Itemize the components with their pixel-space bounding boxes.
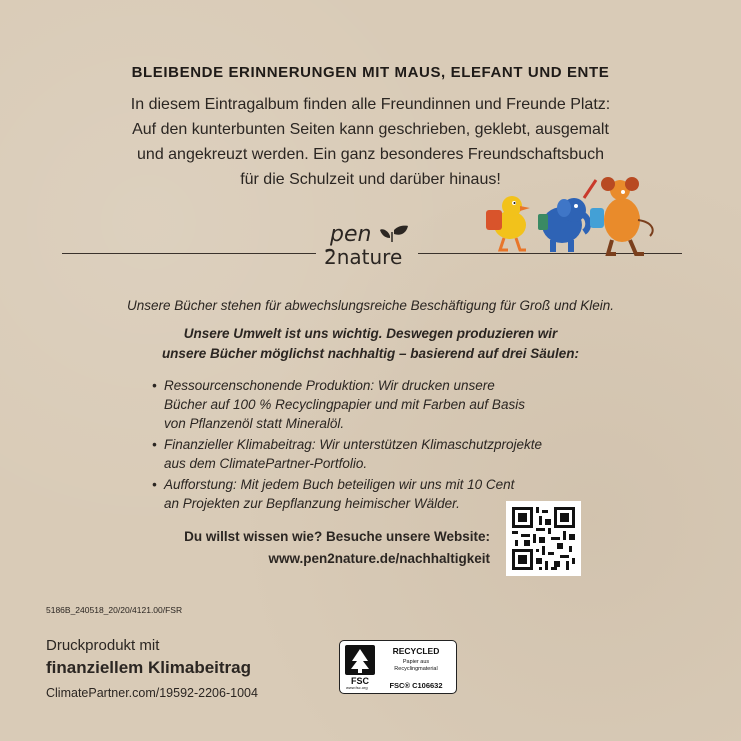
characters-illustration [472,170,662,260]
fsc-tree-icon [345,645,375,689]
fsc-license: FSC® C106632 [389,681,443,690]
list-item [152,435,592,473]
fsc-website: www.fsc.org [346,685,368,690]
intro-line: und angekreuzt werden. Ein ganz besonderes Freundschaftsbuch [137,146,604,163]
headline: BLEIBENDE ERINNERUNGEN MIT MAUS, ELEFANT UND ENTE [131,64,610,81]
fsc-brand: FSC [351,676,369,686]
fsc-recycled-badge [339,640,457,694]
bullet-dot: • [152,378,157,393]
list-item-line: Ressourcenschonende Produktion: Wir drucken unsere [164,378,495,393]
sustainability-pillars-list [152,376,592,515]
logo-text-bottom: 2nature [324,245,403,269]
divider-left [62,253,316,254]
list-item [152,376,592,433]
climate-label [46,636,258,702]
commitment-line: unsere Bücher möglichst nachhaltig – basierend auf drei Säulen: [161,346,580,361]
tagline: Unsere Bücher stehen für abwechslungsreiche Beschäftigung für Groß und Klein. [126,298,615,313]
climate-partner-link[interactable]: ClimatePartner.com/19592-2206-1004 [46,686,258,700]
list-item-line: von Pflanzenöl statt Mineralöl. [164,416,345,431]
logo-text-top: pen [330,222,372,247]
list-item-line: Finanzieller Klimabeitrag: Wir unterstützen Klimaschutzprojekte [164,437,543,452]
bullet-dot: • [152,437,157,452]
pen2nature-logo [322,222,418,278]
product-code: 5186B_240518_20/20/4121.00/FSR [46,605,183,615]
intro-line: Auf den kunterbunten Seiten kann geschrieben, geklebt, ausgemalt [132,121,609,138]
fsc-subtitle [380,659,452,673]
website-link[interactable]: www.pen2nature.de/nachhaltigkeit [268,551,490,566]
bullet-dot: • [152,477,157,492]
website-call-to-action [150,526,490,570]
elephant-illustration [538,180,596,252]
intro-line: für die Schulzeit und darüber hinaus! [240,171,501,188]
list-item-line: an Projekten zur Bepflanzung heimischer Wälder. [164,496,460,511]
commitment-line: Unsere Umwelt ist uns wichtig. Deswegen produzieren wir [183,326,558,341]
list-item-line: Bücher auf 100 % Recyclingpapier und mit Farben auf Basis [164,397,525,412]
fsc-subtitle-line: Recyclingmaterial [394,666,438,672]
climate-line-1: Druckprodukt mit [46,637,160,654]
duck-illustration [486,196,530,250]
commitment-statement [0,324,741,364]
list-item-line: Aufforstung: Mit jedem Buch beteiligen wir uns mit 10 Cent [164,477,515,492]
fsc-subtitle-line: Papier aus [402,659,430,665]
cta-line: Du willst wissen wie? Besuche unsere Website: [184,529,490,544]
fsc-recycled-title: RECYCLED [392,646,440,656]
climate-line-2: finanziellem Klimabeitrag [46,658,251,677]
list-item-line: aus dem ClimatePartner-Portfolio. [164,456,368,471]
mouse-illustration [590,177,653,254]
qr-code-icon[interactable] [506,501,581,576]
intro-line: In diesem Eintragalbum finden alle Freundinnen und Freunde Platz: [130,96,611,113]
